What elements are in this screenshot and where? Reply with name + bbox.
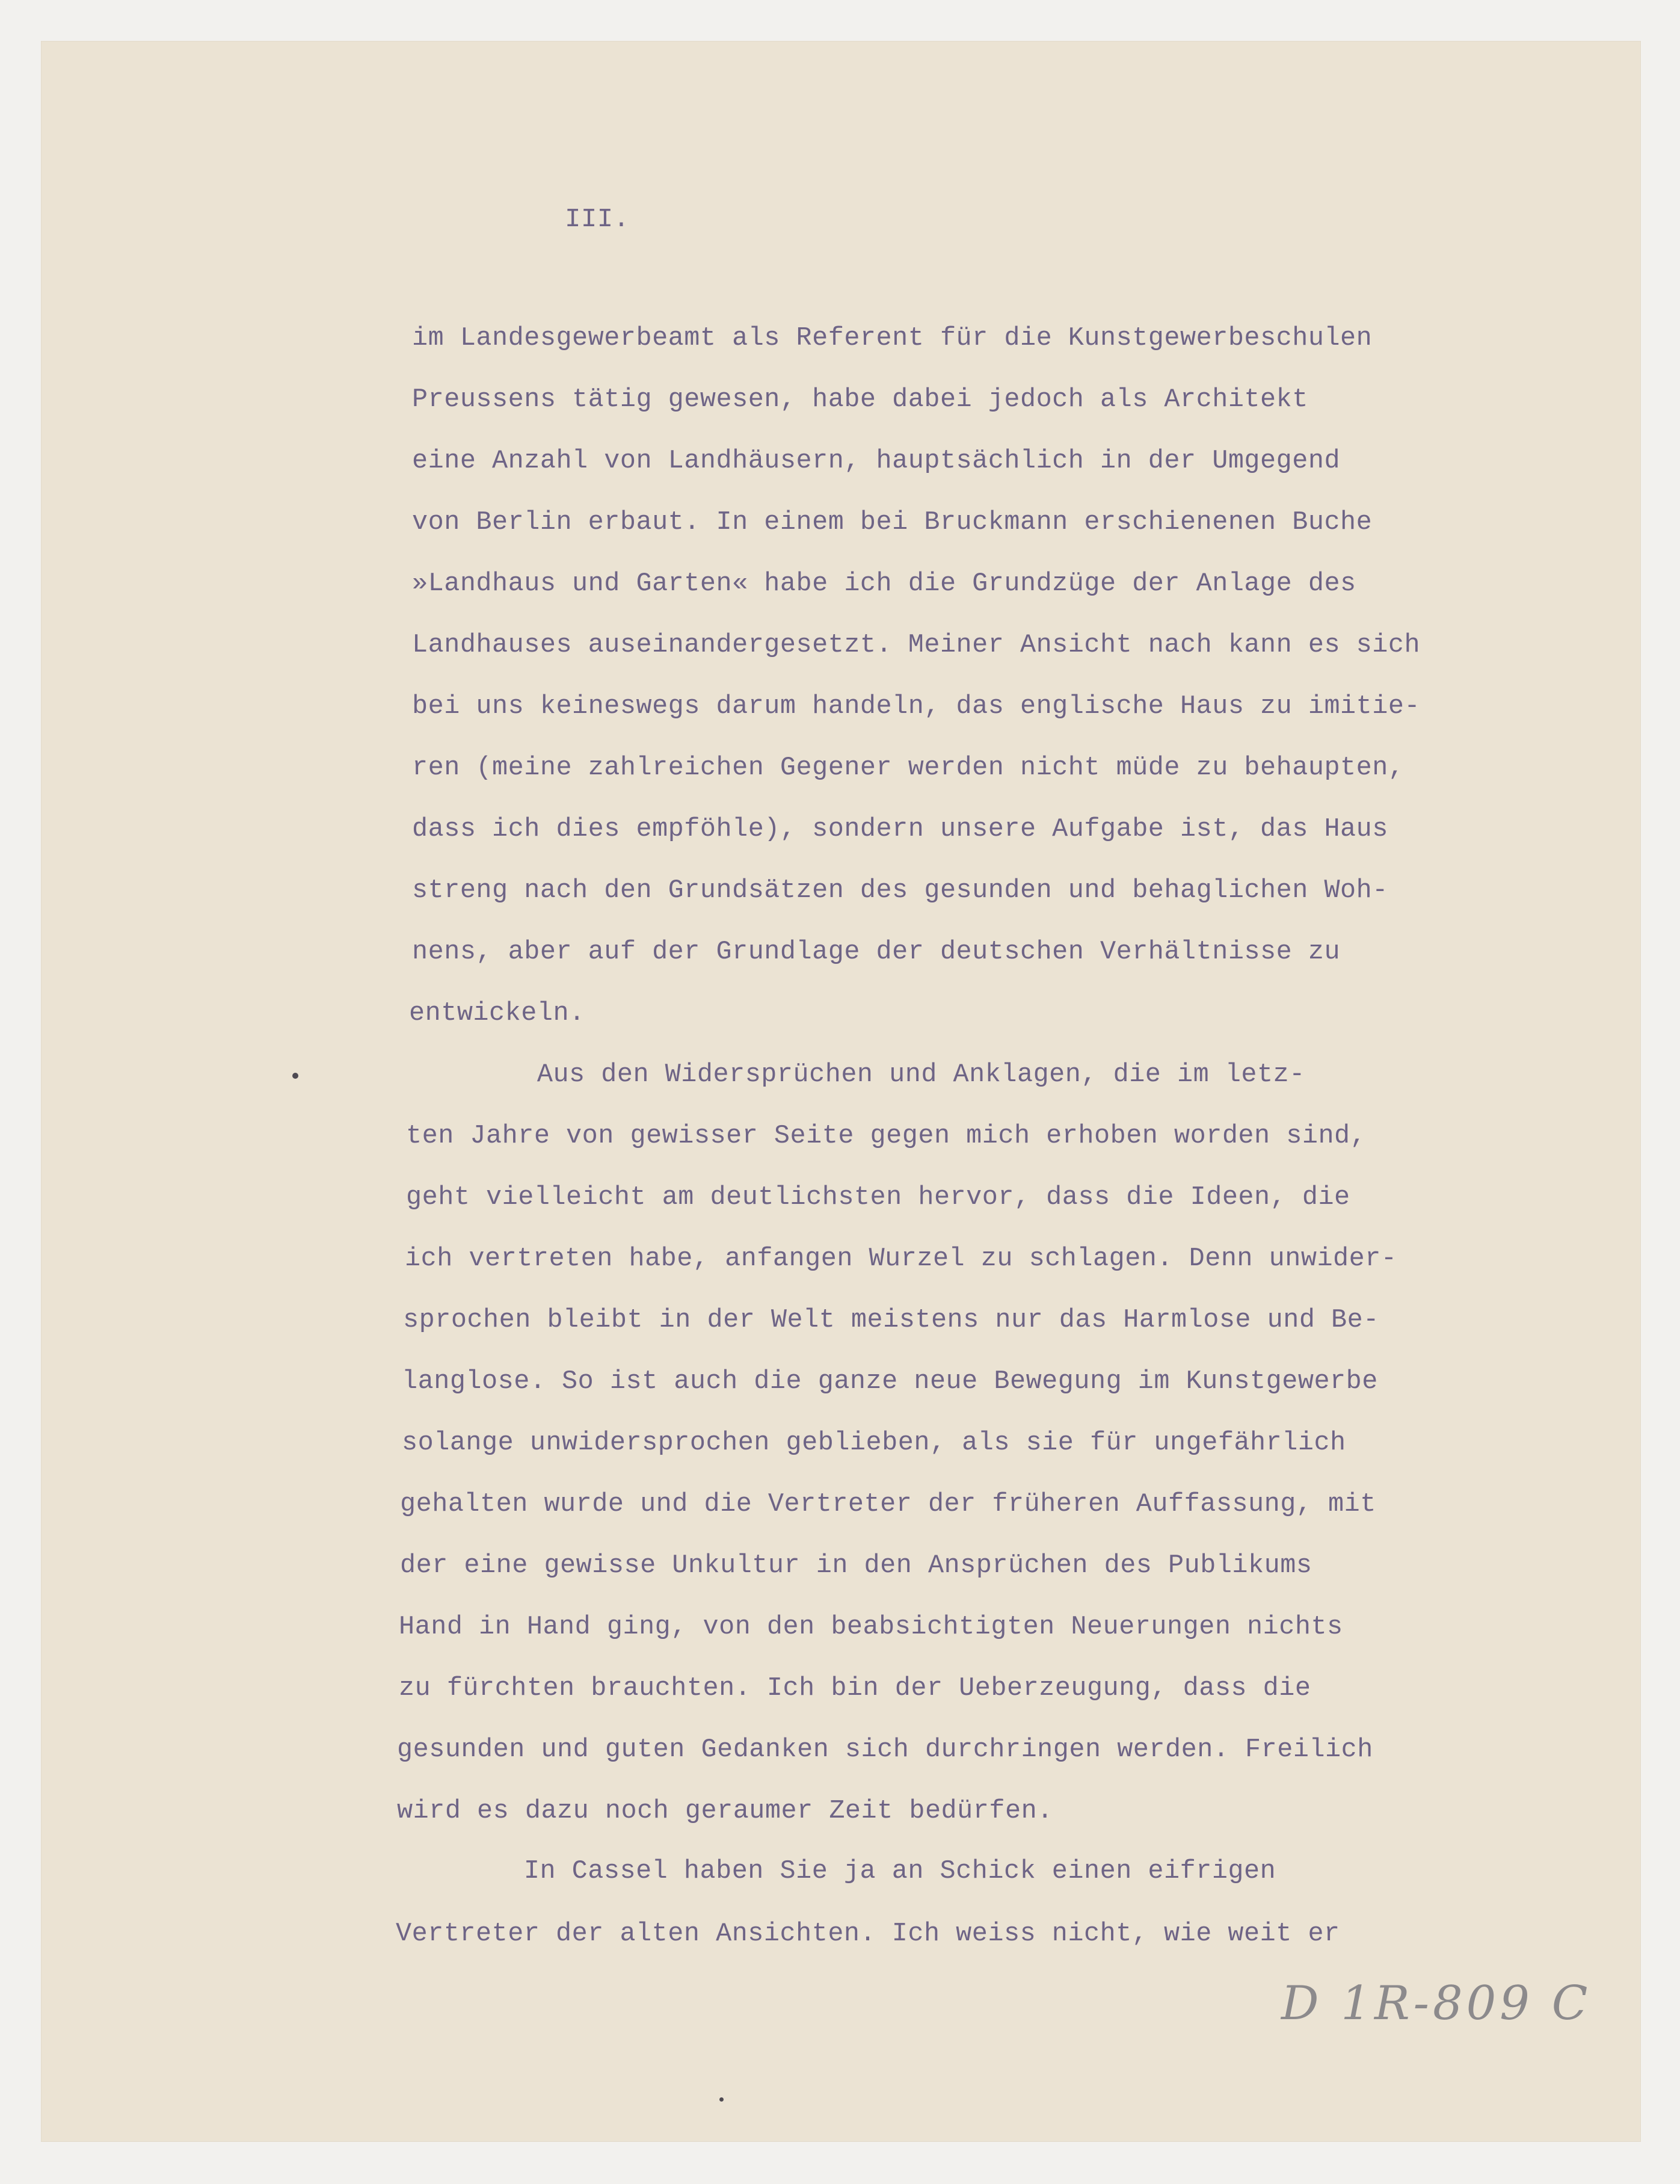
text-line: ich vertreten habe, anfangen Wurzel zu schlagen. Denn unwider- [405,1244,1397,1274]
text-line: gehalten wurde und die Vertreter der früheren Auffassung, mit [400,1490,1376,1519]
text-line: entwickeln. [409,999,585,1028]
text-line: bei uns keineswegs darum handeln, das englische Haus zu imitie- [412,692,1421,721]
text-line: eine Anzahl von Landhäusern, hauptsächlich in der Umgegend [412,446,1341,476]
text-line: Preussens tätig gewesen, habe dabei jedoch als Architekt [412,385,1308,415]
letter-page [41,41,1641,2142]
text-line: im Landesgewerbeamt als Referent für die Kunstgewerbeschulen [412,324,1373,353]
text-line: der eine gewisse Unkultur in den Ansprüchen des Publikums [400,1551,1312,1581]
text-line: Aus den Widersprüchen und Anklagen, die im letz- [409,1060,1305,1090]
text-line: streng nach den Grundsätzen des gesunden und behaglichen Woh- [412,876,1388,905]
text-line: ten Jahre von gewisser Seite gegen mich erhoben worden sind, [406,1121,1367,1151]
text-line: geht vielleicht am deutlichsten hervor, dass die Ideen, die [406,1183,1350,1212]
text-line: von Berlin erbaut. In einem bei Bruckmann erschienenen Buche [412,508,1373,537]
text-line: solange unwidersprochen geblieben, als sie für ungefährlich [402,1428,1346,1458]
text-line: Hand in Hand ging, von den beabsichtigten Neuerungen nichts [399,1612,1343,1642]
text-line: sprochen bleibt in der Welt meistens nur das Harmlose und Be- [403,1306,1379,1335]
text-line: dass ich dies empföhle), sondern unsere Aufgabe ist, das Haus [412,815,1388,844]
text-line: zu fürchten brauchten. Ich bin der Ueberzeugung, dass die [399,1674,1311,1703]
page-heading: III. [565,205,630,235]
text-line: gesunden und guten Gedanken sich durchringen werden. Freilich [397,1735,1373,1765]
text-line: »Landhaus und Garten« habe ich die Grundzüge der Anlage des [412,569,1356,599]
text-line: Landhauses auseinandergesetzt. Meiner Ansicht nach kann es sich [412,631,1421,660]
text-line: wird es dazu noch geraumer Zeit bedürfen. [397,1797,1053,1826]
text-line: ren (meine zahlreichen Gegener werden nicht müde zu behaupten, [412,753,1405,783]
text-line: In Cassel haben Sie ja an Schick einen eifrigen [396,1857,1276,1886]
text-line: nens, aber auf der Grundlage der deutschen Verhältnisse zu [412,937,1341,967]
text-line: langlose. So ist auch die ganze neue Bewegung im Kunstgewerbe [402,1367,1378,1396]
paper-speck [719,2097,724,2102]
text-line: Vertreter der alten Ansichten. Ich weiss nicht, wie weit er [396,1919,1340,1949]
archive-signature-mark: D 1R-809 C [1281,1976,1592,2031]
paper-speck [292,1073,298,1079]
